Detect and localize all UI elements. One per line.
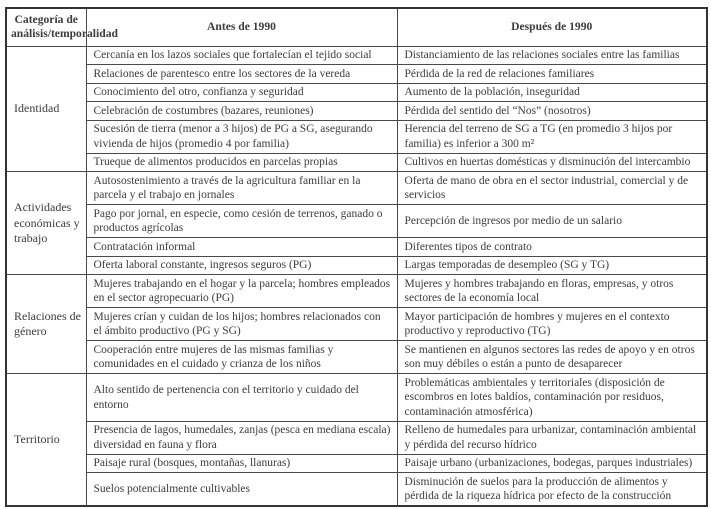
table-row <box>6 473 707 507</box>
before-cell: Paisaje rural (bosques, montañas, llanuras) <box>86 454 397 473</box>
after-cell: Mujeres y hombres trabajando en floras, empresas, y otros sectores de la economía local <box>397 275 707 308</box>
table-row <box>6 46 707 65</box>
header-before-1990: Antes de 1990 <box>86 8 397 46</box>
before-cell: Alto sentido de pertenencia con el territorio y cuidado del entorno <box>86 374 397 422</box>
before-cell: Pago por jornal, en especie, como cesión de terrenos, ganado o productos agrícolas <box>86 205 397 238</box>
table-row <box>6 256 707 275</box>
table-row <box>6 205 707 238</box>
before-cell: Presencia de lagos, humedales, zanjas (pesca en mediana escala) diversidad en fauna y flora <box>86 421 397 454</box>
after-cell: Distanciamiento de las relaciones sociales entre las familias <box>397 46 707 65</box>
table-row <box>6 172 707 205</box>
table-row <box>6 238 707 257</box>
after-cell: Relleno de humedales para urbanizar, contaminación ambiental y pérdida del recurso hídrico <box>397 421 707 454</box>
after-cell: Herencia del terreno de SG a TG (en promedio 3 hijos por familia) es inferior a 300 m² <box>397 120 707 153</box>
table-row <box>6 341 707 374</box>
before-cell: Conocimiento del otro, confianza y seguridad <box>86 83 397 102</box>
before-cell: Celebración de costumbres (bazares, reuniones) <box>86 102 397 121</box>
after-cell: Pérdida del sentido del “Nos” (nosotros) <box>397 102 707 121</box>
table-row <box>6 83 707 102</box>
before-cell: Relaciones de parentesco entre los sectores de la vereda <box>86 65 397 84</box>
category-cell-relaciones: Relaciones de género <box>6 275 86 374</box>
header-row <box>6 8 707 46</box>
header-category: Categoría de análisis/temporalidad <box>6 8 86 46</box>
before-cell: Contratación informal <box>86 238 397 257</box>
table-row <box>6 120 707 153</box>
table-row <box>6 275 707 308</box>
after-cell: Diferentes tipos de contrato <box>397 238 707 257</box>
category-cell-identidad: Identidad <box>6 46 86 172</box>
table-row <box>6 374 707 422</box>
before-cell: Sucesión de tierra (menor a 3 hijos) de PG a SG, asegurando vivienda de hijos (promedio 4 por familia) <box>86 120 397 153</box>
after-cell: Pérdida de la red de relaciones familiares <box>397 65 707 84</box>
after-cell: Paisaje urbano (urbanizaciones, bodegas, parques industriales) <box>397 454 707 473</box>
table-row <box>6 421 707 454</box>
after-cell: Se mantienen en algunos sectores las redes de apoyo y en otros son muy débiles o están a punto de desaparecer <box>397 341 707 374</box>
before-cell: Suelos potencialmente cultivables <box>86 473 397 507</box>
before-cell: Mujeres trabajando en el hogar y la parcela; hombres empleados en el sector agropecuario (PG) <box>86 275 397 308</box>
before-cell: Mujeres crían y cuidan de los hijos; hombres relacionados con el ámbito productivo (PG y SG) <box>86 308 397 341</box>
before-cell: Autosostenimiento a través de la agricultura familiar en la parcela y el trabajo en jornales <box>86 172 397 205</box>
after-cell: Largas temporadas de desempleo (SG y TG) <box>397 256 707 275</box>
table-row <box>6 102 707 121</box>
table-row <box>6 454 707 473</box>
after-cell: Aumento de la población, inseguridad <box>397 83 707 102</box>
after-cell: Problemáticas ambientales y territoriales (disposición de escombros en lotes baldíos, contaminación por residuos, contaminación atmosférica) <box>397 374 707 422</box>
before-cell: Cooperación entre mujeres de las mismas familias y comunidades en el cuidado y crianza de los niños <box>86 341 397 374</box>
category-cell-territorio: Territorio <box>6 374 86 507</box>
comparison-table <box>5 7 708 507</box>
after-cell: Disminución de suelos para la producción de alimentos y pérdida de la riqueza hídrica por efecto de la construcción <box>397 473 707 507</box>
header-after-1990: Después de 1990 <box>397 8 707 46</box>
before-cell: Trueque de alimentos producidos en parcelas propias <box>86 153 397 172</box>
before-cell: Oferta laboral constante, ingresos seguros (PG) <box>86 256 397 275</box>
after-cell: Cultivos en huertas domésticas y disminución del intercambio <box>397 153 707 172</box>
after-cell: Mayor participación de hombres y mujeres en el contexto productivo y reproductivo (TG) <box>397 308 707 341</box>
after-cell: Oferta de mano de obra en el sector industrial, comercial y de servicios <box>397 172 707 205</box>
table-row <box>6 65 707 84</box>
table-row <box>6 153 707 172</box>
category-cell-actividades: Actividades económicas y trabajo <box>6 172 86 275</box>
table-row <box>6 308 707 341</box>
after-cell: Percepción de ingresos por medio de un salario <box>397 205 707 238</box>
before-cell: Cercanía en los lazos sociales que fortalecían el tejido social <box>86 46 397 65</box>
